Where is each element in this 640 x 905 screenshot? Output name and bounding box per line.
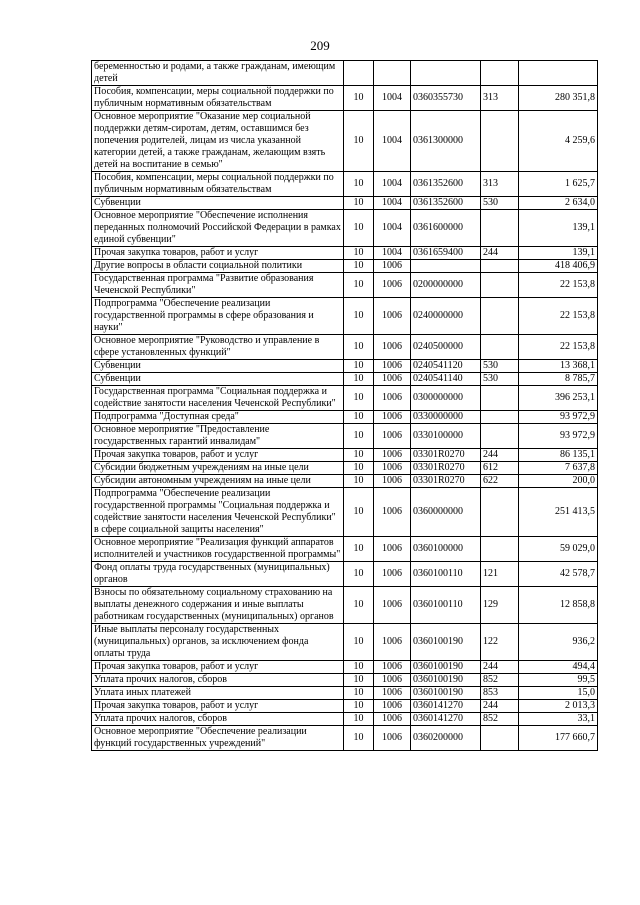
table-row [92,260,598,273]
expense-type-code-cell: 530 [481,373,519,386]
amount-cell: 42 578,7 [519,562,598,587]
expense-type-code-cell [481,411,519,424]
section-code-cell: 10 [344,700,374,713]
amount-cell: 139,1 [519,210,598,247]
table-row [92,624,598,661]
target-article-code-cell: 0360100190 [411,674,481,687]
section-code-cell: 10 [344,172,374,197]
table-row [92,273,598,298]
section-code-cell: 10 [344,86,374,111]
subsection-code-cell: 1006 [374,411,411,424]
amount-cell: 13 368,1 [519,360,598,373]
target-article-code-cell: 0360100190 [411,661,481,674]
amount-cell: 251 413,5 [519,488,598,537]
amount-cell: 12 858,8 [519,587,598,624]
row-name-cell: Прочая закупка товаров, работ и услуг [92,247,344,260]
table-row [92,335,598,360]
section-code-cell: 10 [344,462,374,475]
subsection-code-cell: 1006 [374,360,411,373]
table-row [92,86,598,111]
row-name-cell: Уплата прочих налогов, сборов [92,713,344,726]
expense-type-code-cell: 530 [481,360,519,373]
table-row [92,449,598,462]
expense-type-code-cell [481,335,519,360]
row-name-cell: Прочая закупка товаров, работ и услуг [92,661,344,674]
expense-type-code-cell: 121 [481,562,519,587]
expense-type-code-cell: 612 [481,462,519,475]
target-article-code-cell: 0361352600 [411,172,481,197]
row-name-cell: Иные выплаты персоналу государственных (муниципальных) органов, за исключением фонда оплаты труда [92,624,344,661]
section-code-cell: 10 [344,373,374,386]
target-article-code-cell: 0361659400 [411,247,481,260]
amount-cell: 33,1 [519,713,598,726]
table-row [92,462,598,475]
row-name-cell: Субсидии автономным учреждениям на иные цели [92,475,344,488]
row-name-cell: Фонд оплаты труда государственных (муниципальных) органов [92,562,344,587]
subsection-code-cell: 1004 [374,210,411,247]
subsection-code-cell: 1006 [374,424,411,449]
amount-cell: 86 135,1 [519,449,598,462]
expense-type-code-cell: 122 [481,624,519,661]
section-code-cell: 10 [344,247,374,260]
table-row [92,713,598,726]
table-row [92,488,598,537]
expense-type-code-cell [481,260,519,273]
subsection-code-cell: 1006 [374,562,411,587]
subsection-code-cell: 1006 [374,624,411,661]
amount-cell: 22 153,8 [519,335,598,360]
expense-type-code-cell [481,488,519,537]
target-article-code-cell: 0360100000 [411,537,481,562]
expense-type-code-cell: 244 [481,449,519,462]
row-name-cell: Субвенции [92,197,344,210]
row-name-cell: Пособия, компенсации, меры социальной поддержки по публичным нормативным обязательствам [92,172,344,197]
table-row [92,411,598,424]
table-row [92,674,598,687]
subsection-code-cell: 1006 [374,298,411,335]
row-name-cell: Другие вопросы в области социальной политики [92,260,344,273]
subsection-code-cell: 1006 [374,488,411,537]
section-code-cell: 10 [344,661,374,674]
table-row [92,373,598,386]
table-row [92,587,598,624]
expense-type-code-cell: 244 [481,700,519,713]
expense-type-code-cell: 313 [481,172,519,197]
section-code-cell: 10 [344,687,374,700]
amount-cell: 22 153,8 [519,298,598,335]
amount-cell: 8 785,7 [519,373,598,386]
target-article-code-cell [411,260,481,273]
amount-cell: 177 660,7 [519,726,598,751]
target-article-code-cell: 0361600000 [411,210,481,247]
expense-type-code-cell [481,386,519,411]
row-name-cell: Подпрограмма "Доступная среда" [92,411,344,424]
table-row [92,172,598,197]
section-code-cell: 10 [344,298,374,335]
table-row [92,298,598,335]
subsection-code-cell: 1006 [374,726,411,751]
row-name-cell: Субвенции [92,360,344,373]
amount-cell: 396 253,1 [519,386,598,411]
subsection-code-cell: 1006 [374,449,411,462]
subsection-code-cell: 1006 [374,713,411,726]
target-article-code-cell [411,61,481,86]
section-code-cell: 10 [344,424,374,449]
subsection-code-cell: 1006 [374,687,411,700]
target-article-code-cell: 0330100000 [411,424,481,449]
expense-type-code-cell: 852 [481,713,519,726]
subsection-code-cell: 1004 [374,111,411,172]
expense-type-code-cell: 244 [481,661,519,674]
row-name-cell: Основное мероприятие "Руководство и управление в сфере установленных функций" [92,335,344,360]
table-row [92,197,598,210]
section-code-cell: 10 [344,674,374,687]
section-code-cell: 10 [344,488,374,537]
subsection-code-cell [374,61,411,86]
table-row [92,61,598,86]
section-code-cell: 10 [344,562,374,587]
expense-type-code-cell: 853 [481,687,519,700]
amount-cell: 93 972,9 [519,424,598,449]
row-name-cell: Основное мероприятие "Реализация функций аппаратов исполнителей и участников государственной программы" [92,537,344,562]
table-row [92,537,598,562]
row-name-cell: Основное мероприятие "Обеспечение исполнения переданных полномочий Российской Федерации в рамках единой субвенции" [92,210,344,247]
subsection-code-cell: 1004 [374,197,411,210]
target-article-code-cell: 03301R0270 [411,475,481,488]
row-name-cell: Основное мероприятие "Обеспечение реализации функций государственных учреждений" [92,726,344,751]
table-row [92,424,598,449]
subsection-code-cell: 1006 [374,335,411,360]
subsection-code-cell: 1006 [374,674,411,687]
row-name-cell: Основное мероприятие "Предоставление государственных гарантий инвалидам" [92,424,344,449]
amount-cell: 15,0 [519,687,598,700]
amount-cell: 1 625,7 [519,172,598,197]
subsection-code-cell: 1006 [374,260,411,273]
amount-cell: 99,5 [519,674,598,687]
amount-cell: 139,1 [519,247,598,260]
subsection-code-cell: 1006 [374,386,411,411]
amount-cell: 59 029,0 [519,537,598,562]
expense-type-code-cell [481,424,519,449]
section-code-cell: 10 [344,360,374,373]
row-name-cell: Уплата прочих налогов, сборов [92,674,344,687]
table-row [92,386,598,411]
section-code-cell: 10 [344,210,374,247]
target-article-code-cell: 0240541120 [411,360,481,373]
target-article-code-cell: 0360100110 [411,562,481,587]
amount-cell: 93 972,9 [519,411,598,424]
expense-type-code-cell [481,273,519,298]
subsection-code-cell: 1006 [374,587,411,624]
subsection-code-cell: 1004 [374,86,411,111]
subsection-code-cell: 1006 [374,373,411,386]
row-name-cell: Государственная программа "Развитие образования Чеченской Республики" [92,273,344,298]
row-name-cell: Субсидии бюджетным учреждениям на иные цели [92,462,344,475]
row-name-cell: Основное мероприятие "Оказание мер социальной поддержки детям-сиротам, детям, оставшимся без попечения родителей, лицам из числа указанной категории детей, а также гражданам, желающим взять детей на воспитание в семью" [92,111,344,172]
row-name-cell: Подпрограмма "Обеспечение реализации государственной программы в сфере образования и науки" [92,298,344,335]
table-row [92,700,598,713]
amount-cell: 22 153,8 [519,273,598,298]
expense-type-code-cell: 129 [481,587,519,624]
section-code-cell: 10 [344,475,374,488]
expense-type-code-cell: 852 [481,674,519,687]
budget-table [91,60,598,751]
section-code-cell: 10 [344,197,374,210]
table-row [92,661,598,674]
target-article-code-cell: 0360200000 [411,726,481,751]
amount-cell: 4 259,6 [519,111,598,172]
amount-cell: 200,0 [519,475,598,488]
target-article-code-cell: 0360141270 [411,700,481,713]
expense-type-code-cell [481,726,519,751]
expense-type-code-cell: 622 [481,475,519,488]
target-article-code-cell: 0240541140 [411,373,481,386]
section-code-cell [344,61,374,86]
subsection-code-cell: 1006 [374,273,411,298]
amount-cell: 7 637,8 [519,462,598,475]
expense-type-code-cell: 530 [481,197,519,210]
amount-cell: 2 634,0 [519,197,598,210]
target-article-code-cell: 0240000000 [411,298,481,335]
table-row [92,726,598,751]
budget-table-body [92,61,598,751]
page-number: 209 [310,38,330,53]
subsection-code-cell: 1004 [374,172,411,197]
subsection-code-cell: 1006 [374,462,411,475]
row-name-cell: Уплата иных платежей [92,687,344,700]
section-code-cell: 10 [344,111,374,172]
section-code-cell: 10 [344,335,374,360]
row-name-cell: беременностью и родами, а также гражданам, имеющим детей [92,61,344,86]
table-row [92,111,598,172]
target-article-code-cell: 03301R0270 [411,462,481,475]
subsection-code-cell: 1004 [374,247,411,260]
table-row [92,687,598,700]
target-article-code-cell: 0360141270 [411,713,481,726]
row-name-cell: Подпрограмма "Обеспечение реализации государственной программы "Социальная поддержка и содействие занятости населения Чеченской Республики" в сфере социальной защиты населения" [92,488,344,537]
target-article-code-cell: 0360100190 [411,687,481,700]
subsection-code-cell: 1006 [374,537,411,562]
section-code-cell: 10 [344,624,374,661]
row-name-cell: Субвенции [92,373,344,386]
row-name-cell: Прочая закупка товаров, работ и услуг [92,449,344,462]
amount-cell: 494,4 [519,661,598,674]
section-code-cell: 10 [344,537,374,562]
section-code-cell: 10 [344,411,374,424]
amount-cell: 280 351,8 [519,86,598,111]
expense-type-code-cell [481,537,519,562]
section-code-cell: 10 [344,587,374,624]
subsection-code-cell: 1006 [374,475,411,488]
expense-type-code-cell [481,111,519,172]
section-code-cell: 10 [344,273,374,298]
section-code-cell: 10 [344,260,374,273]
section-code-cell: 10 [344,713,374,726]
subsection-code-cell: 1006 [374,700,411,713]
expense-type-code-cell [481,298,519,335]
table-row [92,562,598,587]
target-article-code-cell: 0361300000 [411,111,481,172]
expense-type-code-cell: 313 [481,86,519,111]
table-row [92,210,598,247]
table-row [92,360,598,373]
target-article-code-cell: 0361352600 [411,197,481,210]
row-name-cell: Государственная программа "Социальная поддержка и содействие занятости населения Чеченской Республики" [92,386,344,411]
expense-type-code-cell [481,210,519,247]
target-article-code-cell: 0360000000 [411,488,481,537]
amount-cell: 2 013,3 [519,700,598,713]
row-name-cell: Взносы по обязательному социальному страхованию на выплаты денежного содержания и иные выплаты работникам государственных (муниципальных) органов [92,587,344,624]
expense-type-code-cell [481,61,519,86]
target-article-code-cell: 0200000000 [411,273,481,298]
row-name-cell: Пособия, компенсации, меры социальной поддержки по публичным нормативным обязательствам [92,86,344,111]
table-row [92,247,598,260]
section-code-cell: 10 [344,726,374,751]
target-article-code-cell: 0360100110 [411,587,481,624]
target-article-code-cell: 0240500000 [411,335,481,360]
section-code-cell: 10 [344,386,374,411]
target-article-code-cell: 0360355730 [411,86,481,111]
amount-cell [519,61,598,86]
section-code-cell: 10 [344,449,374,462]
target-article-code-cell: 0360100190 [411,624,481,661]
expense-type-code-cell: 244 [481,247,519,260]
amount-cell: 418 406,9 [519,260,598,273]
amount-cell: 936,2 [519,624,598,661]
table-row [92,475,598,488]
target-article-code-cell: 0300000000 [411,386,481,411]
target-article-code-cell: 03301R0270 [411,449,481,462]
row-name-cell: Прочая закупка товаров, работ и услуг [92,700,344,713]
subsection-code-cell: 1006 [374,661,411,674]
target-article-code-cell: 0330000000 [411,411,481,424]
